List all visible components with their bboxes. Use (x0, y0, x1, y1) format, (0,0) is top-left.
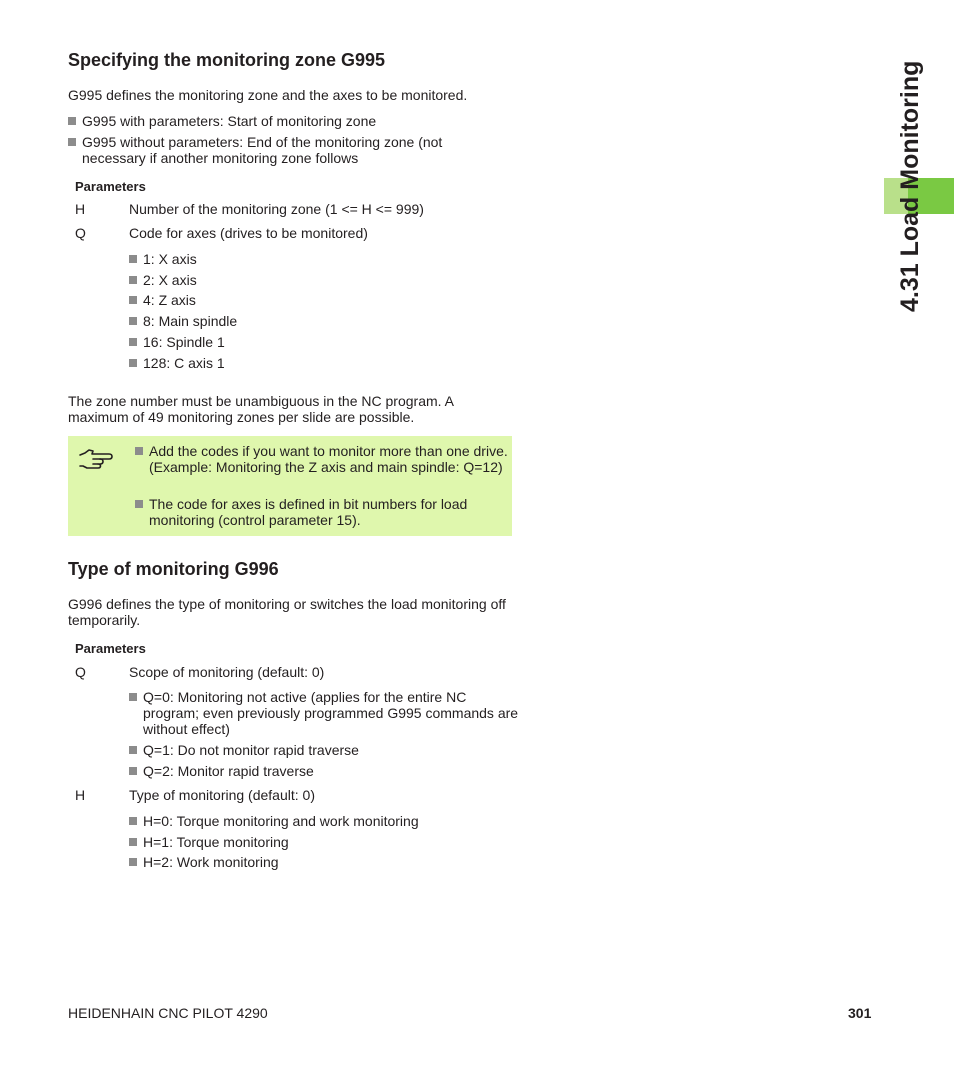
g996-intro: G996 defines the type of monitoring or switches the load monitoring off temporarily. (68, 596, 506, 628)
bullet-square-icon (129, 767, 137, 775)
list-item: G995 with parameters: Start of monitoring zone (68, 113, 502, 129)
param-letter-q: Q (75, 664, 86, 680)
list-item: 2: X axis (129, 272, 197, 288)
bullet-square-icon (135, 500, 143, 508)
bullet-square-icon (129, 817, 137, 825)
bullet-square-icon (129, 359, 137, 367)
bullet-square-icon (129, 746, 137, 754)
bullet-square-icon (129, 338, 137, 346)
pointing-hand-icon (78, 446, 114, 472)
list-item: 1: X axis (129, 251, 197, 267)
list-item: Q=1: Do not monitor rapid traverse (129, 742, 359, 758)
list-item: 16: Spindle 1 (129, 334, 225, 350)
parameters-label: Parameters (75, 641, 146, 656)
list-item: G995 without parameters: End of the monitoring zone (not necessary if another monitoring zone follows (68, 134, 482, 166)
list-item: Q=2: Monitor rapid traverse (129, 763, 314, 779)
param-letter-h: H (75, 787, 86, 803)
chapter-title: 4.31 Load Monitoring (896, 60, 924, 312)
bullet-square-icon (129, 858, 137, 866)
param-letter-q: Q (75, 225, 86, 241)
page-number: 301 (848, 1005, 872, 1021)
bullet-square-icon (129, 693, 137, 701)
zone-note: The zone number must be unambiguous in the NC program. A maximum of 49 monitoring zones per slide are possible. (68, 393, 454, 425)
footer-product-name: HEIDENHAIN CNC PILOT 4290 (68, 1005, 268, 1021)
bullet-square-icon (129, 276, 137, 284)
bullet-square-icon (129, 838, 137, 846)
g995-intro: G995 defines the monitoring zone and the axes to be monitored. (68, 87, 468, 103)
parameters-label: Parameters (75, 179, 146, 194)
param-desc-h: Number of the monitoring zone (1 <= H <= 999) (129, 201, 424, 217)
list-item: H=1: Torque monitoring (129, 834, 289, 850)
list-item: 128: C axis 1 (129, 355, 225, 371)
list-item: The code for axes is defined in bit numbers for load monitoring (control parameter 15). (135, 496, 509, 528)
bullet-square-icon (129, 255, 137, 263)
param-letter-h: H (75, 201, 86, 217)
bullet-square-icon (129, 317, 137, 325)
param-desc-q: Scope of monitoring (default: 0) (129, 664, 325, 680)
bullet-square-icon (68, 117, 76, 125)
note-box (68, 436, 512, 536)
list-item: Add the codes if you want to monitor more than one drive. (Example: Monitoring the Z axis and main spindle: Q=12) (135, 443, 521, 475)
section-heading-g996: Type of monitoring G996 (68, 559, 279, 579)
list-item: Q=0: Monitoring not active (applies for the entire NC program; even previously programmed G995 commands are without effect) (129, 689, 523, 737)
list-item: H=2: Work monitoring (129, 854, 279, 870)
bullet-square-icon (135, 447, 143, 455)
param-desc-h: Type of monitoring (default: 0) (129, 787, 315, 803)
param-desc-q: Code for axes (drives to be monitored) (129, 225, 368, 241)
section-heading-g995: Specifying the monitoring zone G995 (68, 50, 386, 70)
list-item: 4: Z axis (129, 292, 196, 308)
bullet-square-icon (129, 296, 137, 304)
list-item: 8: Main spindle (129, 313, 237, 329)
bullet-square-icon (68, 138, 76, 146)
list-item: H=0: Torque monitoring and work monitoring (129, 813, 419, 829)
